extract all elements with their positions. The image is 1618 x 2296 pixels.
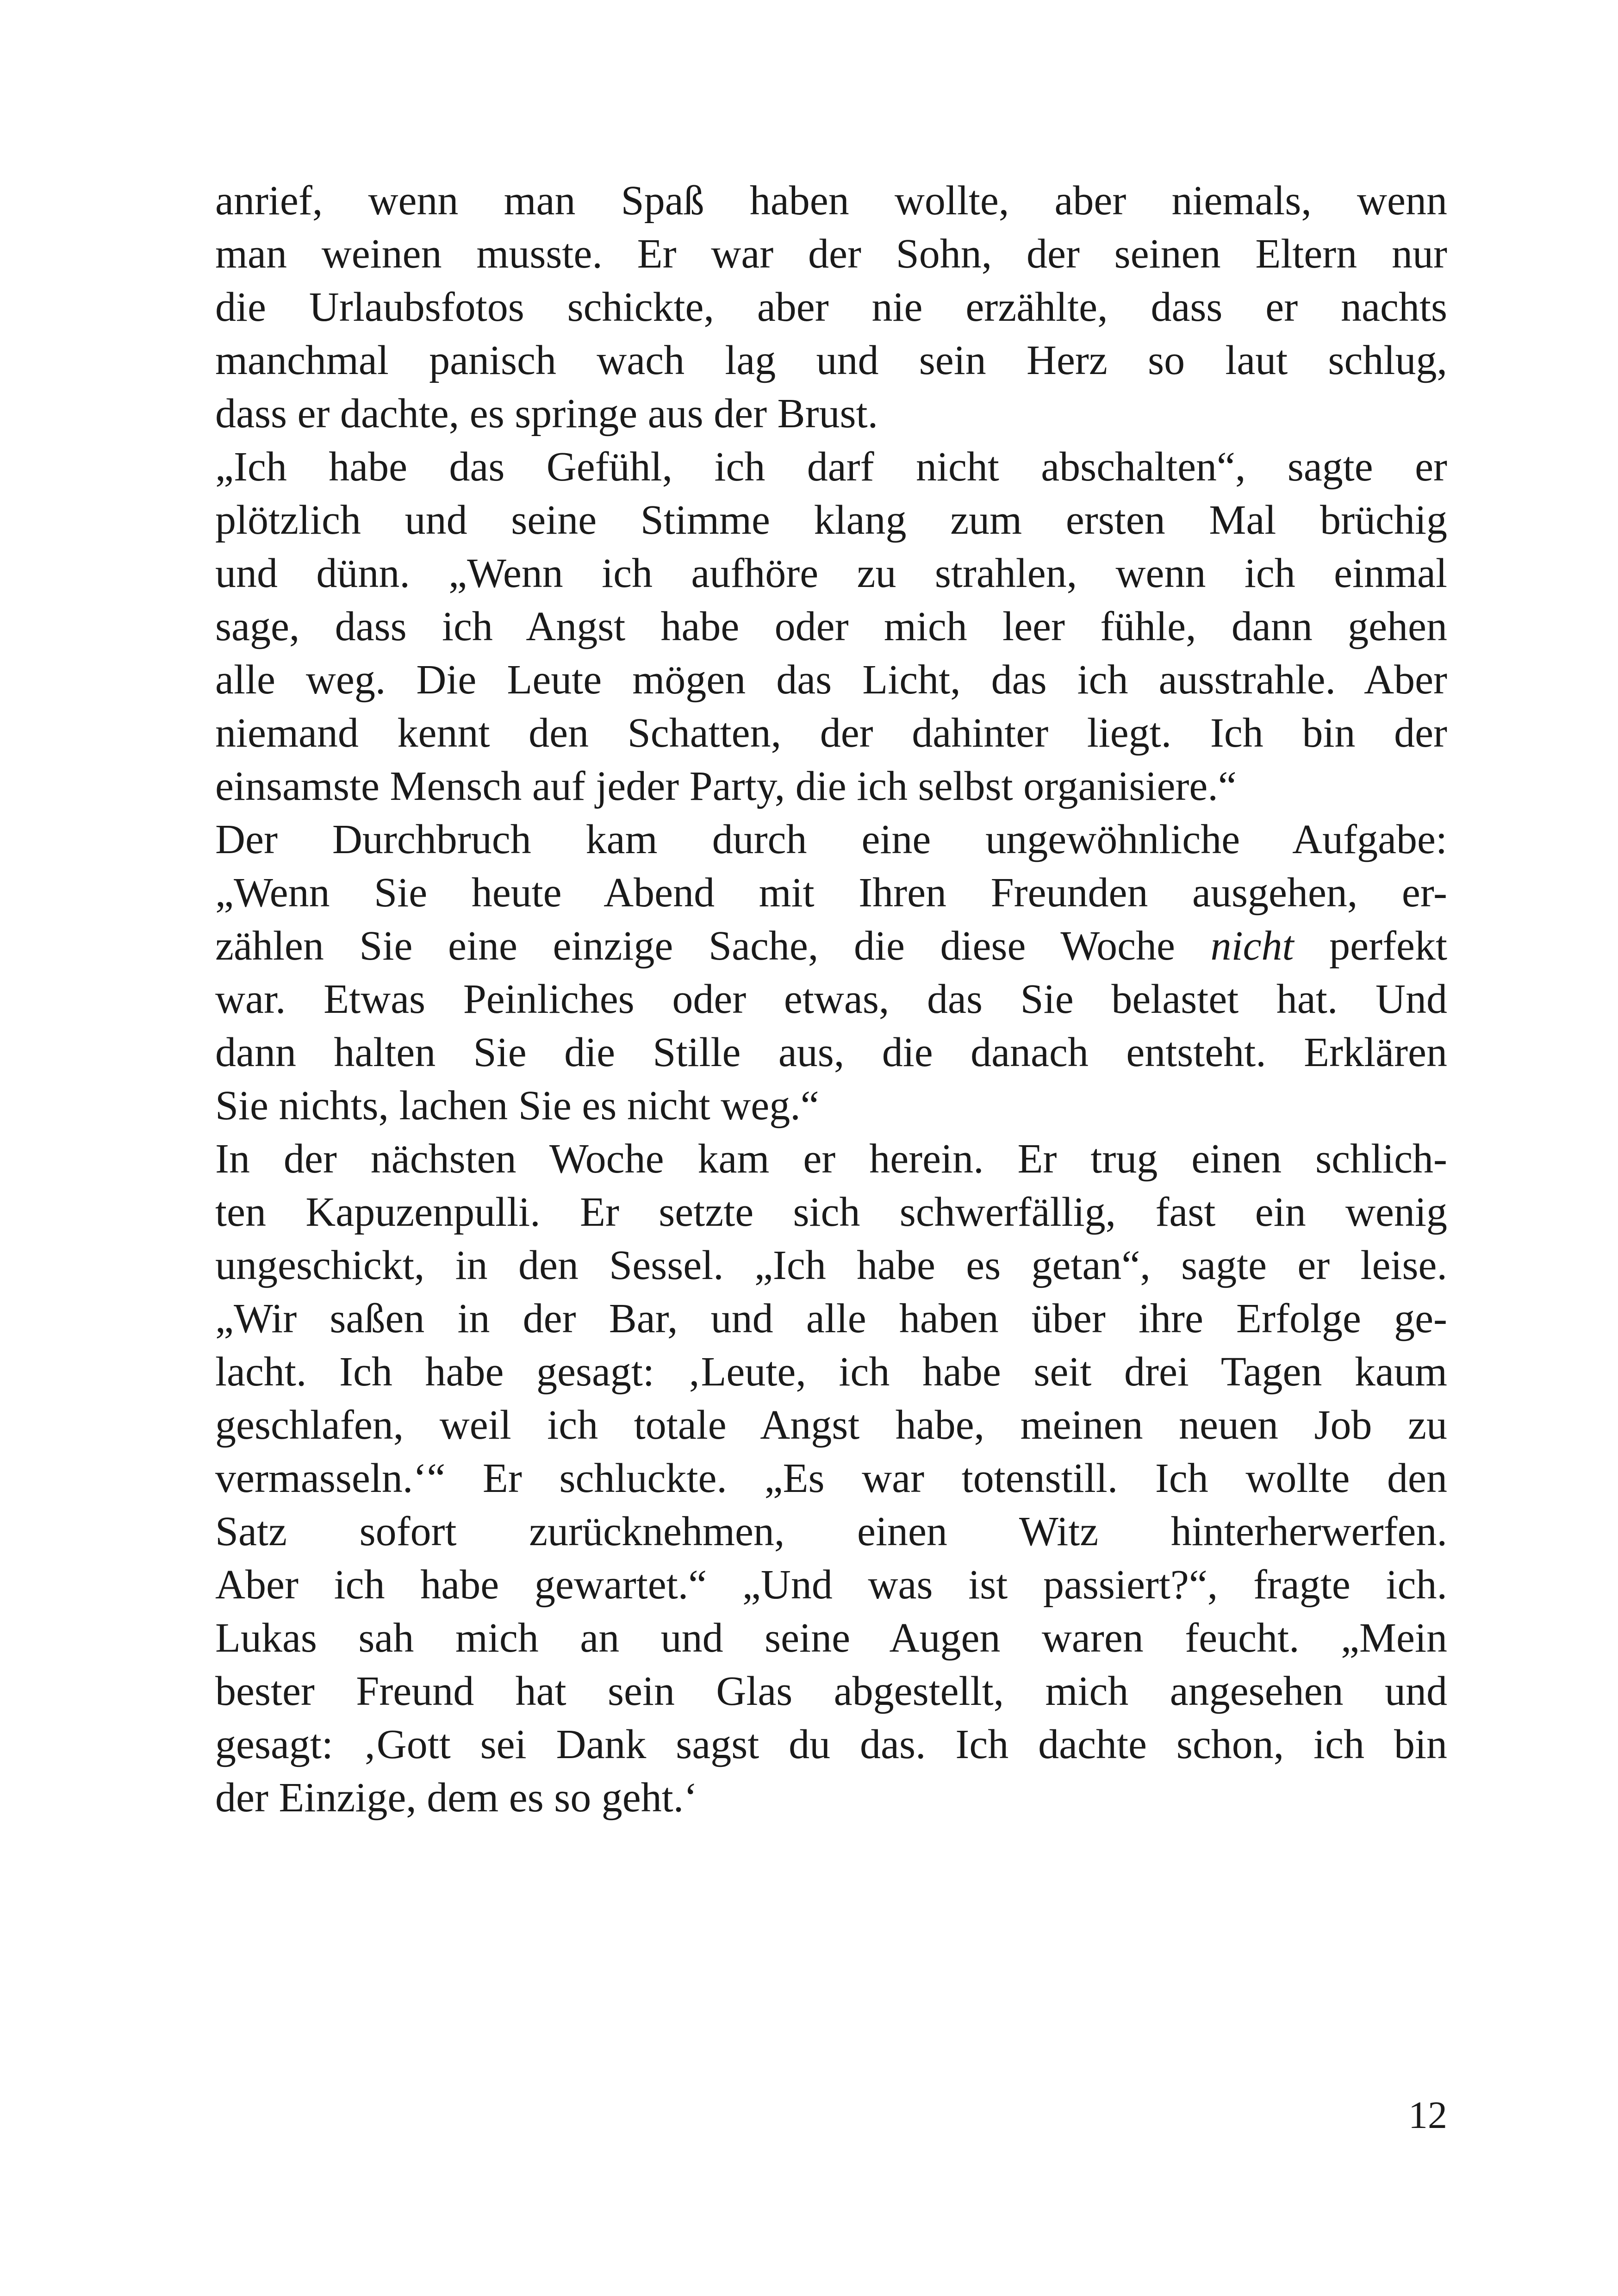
text-line: bester Freund hat sein Glas abgestellt, mich angesehen und bbox=[215, 1668, 1447, 1714]
text-line: vermasseln.‘“ Er schluckte. „Es war totenstill. Ich wollte den bbox=[215, 1455, 1447, 1501]
paragraph bbox=[215, 1132, 1447, 1824]
text-line: ungeschickt, in den Sessel. „Ich habe es getan“, sagte er leise. bbox=[215, 1242, 1447, 1288]
text-line: Aber ich habe gewartet.“ „Und was ist passiert?“, fragte ich. bbox=[215, 1562, 1447, 1608]
text-line: plötzlich und seine Stimme klang zum ersten Mal brüchig bbox=[215, 497, 1447, 543]
text-fragment: zählen Sie eine einzige Sache, die diese Woche bbox=[215, 923, 1211, 969]
body-text bbox=[215, 174, 1447, 1824]
text-line: der Einzige, dem es so geht.‘ bbox=[215, 1775, 698, 1821]
text-line: dass er dachte, es springe aus der Brust. bbox=[215, 391, 878, 437]
text-line: geschlafen, weil ich totale Angst habe, meinen neuen Job zu bbox=[215, 1402, 1447, 1448]
text-line: „Wenn Sie heute Abend mit Ihren Freunden ausgehen, er- bbox=[215, 870, 1447, 916]
emphasized-word: nicht bbox=[1210, 923, 1294, 969]
text-line: und dünn. „Wenn ich aufhöre zu strahlen, wenn ich einmal bbox=[215, 550, 1447, 596]
text-line: niemand kennt den Schatten, der dahinter liegt. Ich bin der bbox=[215, 710, 1447, 756]
text-line: „Ich habe das Gefühl, ich darf nicht abschalten“, sagte er bbox=[215, 444, 1447, 490]
text-line: ten Kapuzenpulli. Er setzte sich schwerfällig, fast ein wenig bbox=[215, 1189, 1447, 1235]
paragraph bbox=[215, 174, 1447, 440]
text-line: Lukas sah mich an und seine Augen waren feucht. „Mein bbox=[215, 1615, 1447, 1661]
text-line: lacht. Ich habe gesagt: ‚Leute, ich habe seit drei Tagen kaum bbox=[215, 1349, 1447, 1395]
text-line: gesagt: ‚Gott sei Dank sagst du das. Ich dachte schon, ich bin bbox=[215, 1722, 1447, 1767]
text-line: dann halten Sie die Stille aus, die danach entsteht. Erklären bbox=[215, 1029, 1447, 1075]
text-line: manchmal panisch wach lag und sein Herz so laut schlug, bbox=[215, 337, 1447, 383]
text-line bbox=[215, 919, 1447, 973]
text-line: man weinen musste. Er war der Sohn, der seinen Eltern nur bbox=[215, 231, 1447, 277]
text-line: alle weg. Die Leute mögen das Licht, das ich ausstrahle. Aber bbox=[215, 657, 1447, 703]
text-line: sage, dass ich Angst habe oder mich leer fühle, dann gehen bbox=[215, 604, 1447, 649]
text-line: einsamste Mensch auf jeder Party, die ich selbst organisiere.“ bbox=[215, 763, 1237, 809]
page-number: 12 bbox=[1408, 2094, 1447, 2137]
text-line: anrief, wenn man Spaß haben wollte, aber niemals, wenn bbox=[215, 178, 1447, 224]
text-line: „Wir saßen in der Bar, und alle haben über ihre Erfolge ge- bbox=[215, 1296, 1447, 1341]
text-line: Der Durchbruch kam durch eine ungewöhnliche Aufgabe: bbox=[215, 817, 1447, 862]
paragraph bbox=[215, 440, 1447, 813]
text-line: Sie nichts, lachen Sie es nicht weg.“ bbox=[215, 1083, 819, 1129]
paragraph bbox=[215, 813, 1447, 1132]
text-fragment: perfekt bbox=[1294, 923, 1447, 969]
text-line: Satz sofort zurücknehmen, einen Witz hinterherwerfen. bbox=[215, 1509, 1447, 1554]
text-line: die Urlaubsfotos schickte, aber nie erzählte, dass er nachts bbox=[215, 284, 1447, 330]
text-line: war. Etwas Peinliches oder etwas, das Sie belastet hat. Und bbox=[215, 976, 1447, 1022]
text-line: In der nächsten Woche kam er herein. Er trug einen schlich- bbox=[215, 1136, 1447, 1182]
